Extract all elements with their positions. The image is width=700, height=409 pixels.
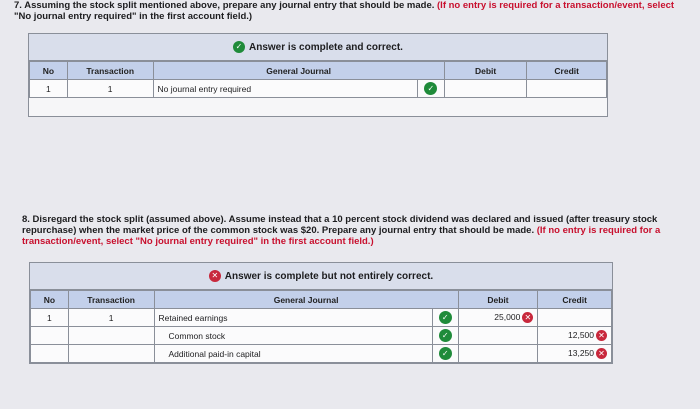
cell-transaction: 1 bbox=[67, 80, 153, 98]
journal-table bbox=[29, 61, 607, 98]
header-general-journal: General Journal bbox=[153, 62, 444, 80]
x-icon: ✕ bbox=[596, 348, 607, 359]
credit-field[interactable] bbox=[527, 80, 607, 98]
table-row bbox=[31, 345, 612, 363]
check-icon: ✓ bbox=[439, 329, 452, 342]
debit-field[interactable]: 25,000 ✕ bbox=[458, 309, 538, 327]
header-general-journal: General Journal bbox=[154, 291, 458, 309]
account-field[interactable]: Retained earnings bbox=[154, 309, 432, 327]
x-icon: ✕ bbox=[522, 312, 533, 323]
table-row bbox=[30, 80, 607, 98]
credit-field[interactable]: 12,500 ✕ bbox=[538, 327, 612, 345]
table-row bbox=[31, 327, 612, 345]
question-8-text bbox=[22, 214, 698, 247]
header-transaction: Transaction bbox=[67, 62, 153, 80]
account-field[interactable]: Additional paid-in capital bbox=[154, 345, 432, 363]
answer-panel-8 bbox=[29, 262, 613, 364]
question-7-instruction: (If no entry is required for a transaction/event, select bbox=[437, 0, 675, 11]
check-icon: ✓ bbox=[439, 347, 452, 360]
header-no: No bbox=[31, 291, 69, 309]
header-credit: Credit bbox=[527, 62, 607, 80]
account-field[interactable]: No journal entry required bbox=[153, 80, 417, 98]
check-icon: ✓ bbox=[424, 82, 437, 95]
answer-banner bbox=[29, 34, 607, 61]
table-row bbox=[31, 309, 612, 327]
cell-no: 1 bbox=[31, 309, 69, 327]
check-icon: ✓ bbox=[233, 41, 245, 53]
check-icon: ✓ bbox=[439, 311, 452, 324]
header-credit: Credit bbox=[538, 291, 612, 309]
banner-text: Answer is complete and correct. bbox=[249, 41, 403, 53]
x-icon: ✕ bbox=[596, 330, 607, 341]
header-debit: Debit bbox=[444, 62, 527, 80]
answer-panel-7 bbox=[28, 33, 608, 117]
debit-field[interactable] bbox=[458, 345, 538, 363]
cell-no bbox=[31, 327, 69, 345]
question-8-instruction: (If no entry is required for a transaction/event, select "No journal entry required" in the first account field.) bbox=[22, 225, 661, 247]
credit-field[interactable] bbox=[538, 309, 612, 327]
cell-no: 1 bbox=[30, 80, 68, 98]
question-7-text bbox=[14, 0, 700, 22]
header-debit: Debit bbox=[458, 291, 538, 309]
x-icon: ✕ bbox=[209, 270, 221, 282]
cell-no bbox=[31, 345, 69, 363]
cell-transaction: 1 bbox=[68, 309, 154, 327]
header-transaction: Transaction bbox=[68, 291, 154, 309]
answer-banner bbox=[30, 263, 612, 290]
credit-field[interactable]: 13,250 ✕ bbox=[538, 345, 612, 363]
journal-table bbox=[30, 290, 612, 363]
cell-transaction bbox=[68, 345, 154, 363]
header-no: No bbox=[30, 62, 68, 80]
debit-field[interactable] bbox=[444, 80, 527, 98]
question-7-line1: 7. Assuming the stock split mentioned above, prepare any journal entry that should be made. bbox=[14, 0, 435, 11]
cell-transaction bbox=[68, 327, 154, 345]
question-8-body: 8. Disregard the stock split (assumed above). Assume instead that a 10 percent stock dividend was declared and issued (after treasury stock repurchase) when the market price of the common stock was $20. Prepare any journal entry that should be made. bbox=[22, 214, 658, 236]
question-7-line2: "No journal entry required" in the first account field.) bbox=[14, 11, 253, 22]
account-field[interactable]: Common stock bbox=[154, 327, 432, 345]
banner-text: Answer is complete but not entirely correct. bbox=[224, 270, 434, 282]
debit-field[interactable] bbox=[458, 327, 538, 345]
